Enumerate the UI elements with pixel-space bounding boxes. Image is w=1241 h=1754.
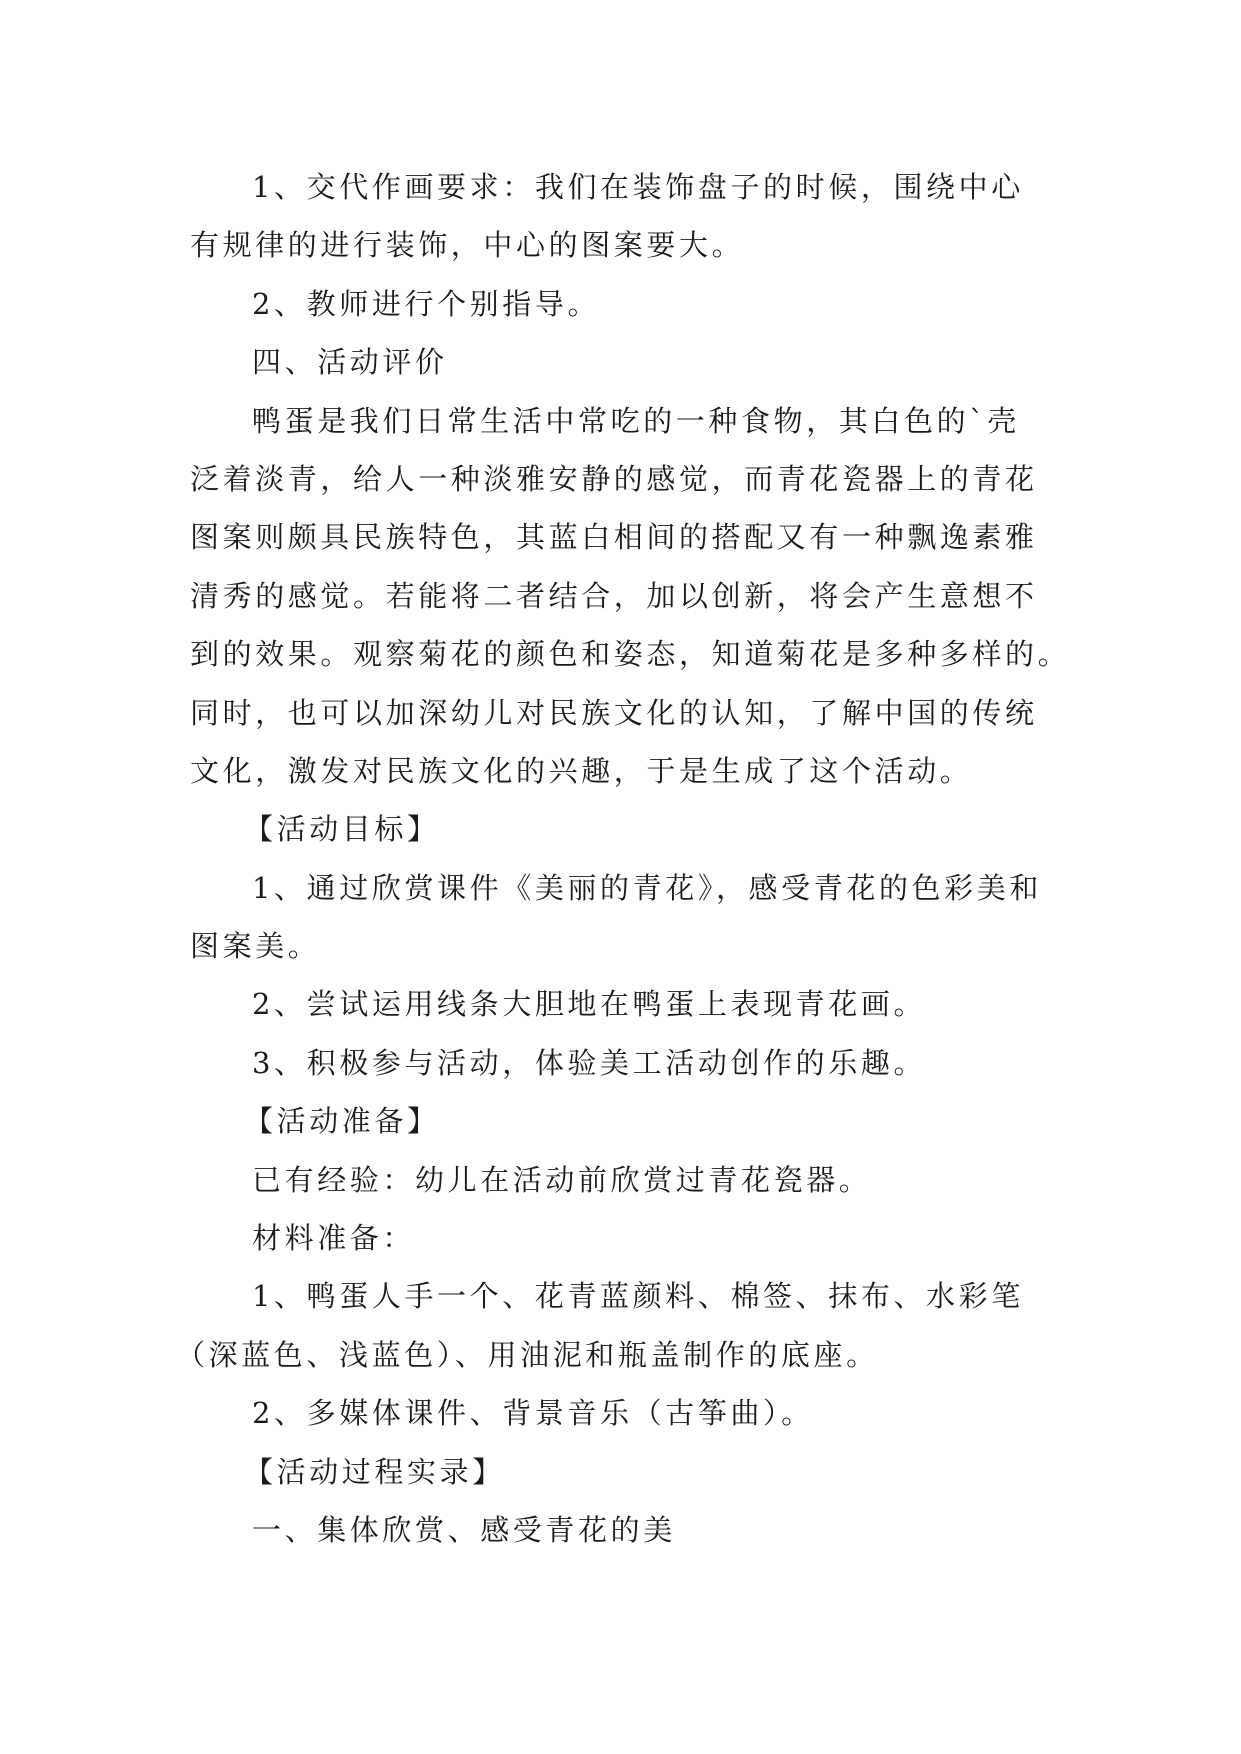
paragraph-line: 同时，也可以加深幼儿对民族文化的认知，了解中国的传统 xyxy=(190,695,1038,730)
paragraph-line: 材料准备： xyxy=(252,1221,416,1256)
section-heading: 【活动目标】 xyxy=(244,812,440,847)
paragraph-line: 3、积极参与活动，体验美工活动创作的乐趣。 xyxy=(252,1045,927,1080)
paragraph-line: 清秀的感觉。若能将二者结合，加以创新，将会产生意想不 xyxy=(190,578,1038,613)
section-heading: 四、活动评价 xyxy=(252,345,448,380)
section-heading: 一、集体欣赏、感受青花的美 xyxy=(252,1512,676,1547)
paragraph-line: 已有经验：幼儿在活动前欣赏过青花瓷器。 xyxy=(252,1162,872,1197)
paragraph-line: （深蓝色、浅蓝色）、用油泥和瓶盖制作的底座。 xyxy=(176,1337,879,1372)
paragraph-line: 图案美。 xyxy=(190,929,321,964)
document-body xyxy=(176,158,1071,1559)
paragraph-line: 2、尝试运用线条大胆地在鸭蛋上表现青花画。 xyxy=(252,987,927,1022)
paragraph-line: 泛着淡青，给人一种淡雅安静的感觉，而青花瓷器上的青花 xyxy=(190,461,1038,496)
paragraph-line: 1、通过欣赏课件《美丽的青花》，感受青花的色彩美和 xyxy=(252,870,1042,905)
paragraph-line: 1、鸭蛋人手一个、花青蓝颜料、棉签、抹布、水彩笔 xyxy=(252,1279,1024,1314)
paragraph-line: 文化，激发对民族文化的兴趣，于是生成了这个活动。 xyxy=(190,753,973,788)
paragraph-line: 2、教师进行个别指导。 xyxy=(252,286,601,321)
section-heading: 【活动过程实录】 xyxy=(244,1454,505,1489)
paragraph-line: 到的效果。观察菊花的颜色和姿态，知道菊花是多种多样的。 xyxy=(190,637,1071,672)
paragraph-line: 鸭蛋是我们日常生活中常吃的一种食物，其白色的`壳 xyxy=(252,403,1020,438)
paragraph-line: 图案则颇具民族特色，其蓝白相间的搭配又有一种飘逸素雅 xyxy=(190,520,1038,555)
section-heading: 【活动准备】 xyxy=(244,1104,440,1139)
paragraph-line: 1、交代作画要求：我们在装饰盘子的时候，围绕中心 xyxy=(252,170,1024,204)
paragraph-line: 2、多媒体课件、背景音乐（古筝曲）。 xyxy=(252,1396,814,1431)
paragraph-line: 有规律的进行装饰，中心的图案要大。 xyxy=(190,228,745,263)
